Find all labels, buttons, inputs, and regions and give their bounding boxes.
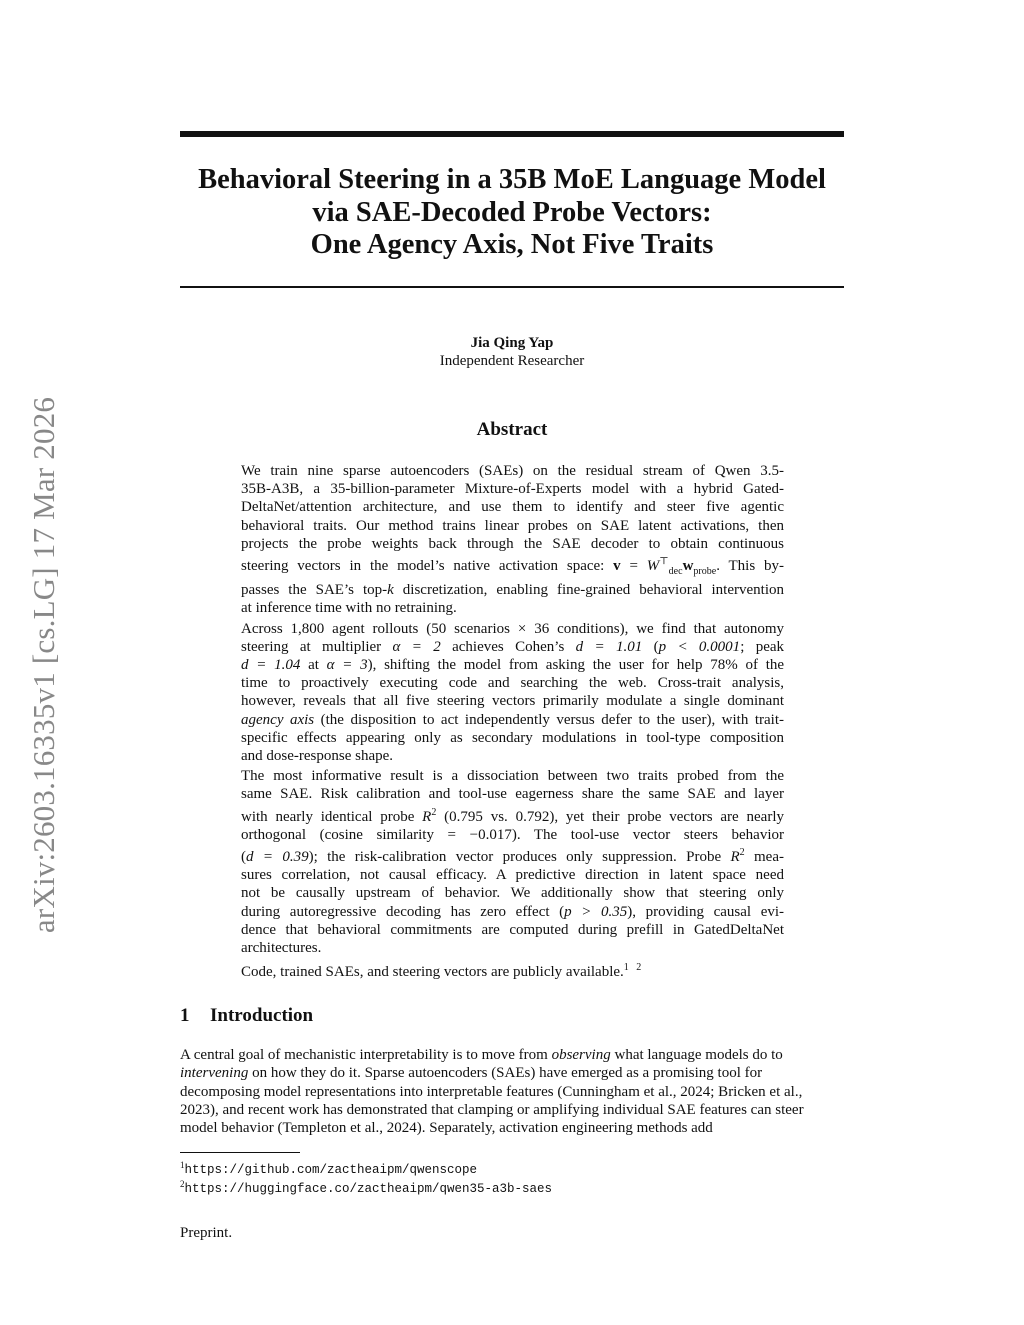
- title-bottom-rule: [180, 286, 844, 288]
- abstract-paragraph: [241, 620, 784, 766]
- text-line: dence that behavioral commitments are computed during prefill in GatedDeltaNet: [241, 921, 784, 938]
- text-line: however, reveals that all five steering vectors primarily modulate a single dominant: [241, 693, 784, 710]
- footnote-2: $^2$https://huggingface.co/zactheaipm/qwen35-a3b-saes: [180, 1179, 553, 1197]
- section-number: 1: [180, 1005, 190, 1026]
- abstract-heading: Abstract: [476, 419, 548, 440]
- text-line: sures correlation, not causal efficacy. A predictive direction in latent space need: [241, 867, 784, 884]
- author-affiliation: Independent Researcher: [439, 353, 585, 369]
- footnote-ref[interactable]: 2: [636, 962, 642, 974]
- arxiv-identifier: arXiv:2603.16335v1 [cs.LG] 17 Mar 2026: [26, 396, 61, 934]
- text-line: projects the probe weights back through the SAE decoder to obtain continuous: [241, 535, 784, 552]
- section-title: Introduction: [210, 1005, 314, 1026]
- paper-title: [180, 164, 844, 262]
- text-line: time to proactively executing code and searching the web. Cross-trait analysis,: [241, 675, 784, 692]
- text-line: at inference time with no retraining.: [241, 600, 457, 617]
- text-line: not be causally upstream of behavior. We additionally show that steering only: [241, 885, 784, 902]
- footnote-1: $^1$https://github.com/zactheaipm/qwenscope: [180, 1160, 478, 1178]
- text-line: Across 1,800 agent rollouts (50 scenarios × 36 conditions), we find that autonomy: [241, 620, 784, 637]
- text-line: orthogonal (cosine similarity = −0.017). The tool-use vector steers behavior: [241, 826, 784, 843]
- footnote-link[interactable]: https://github.com/zactheaipm/qwenscope: [184, 1163, 478, 1178]
- footnote-ref[interactable]: 1: [623, 962, 629, 974]
- text-line: and dose-response shape.: [241, 748, 394, 765]
- text-line: behavioral traits. Our method trains linear probes on SAE latent activations, then: [241, 517, 784, 534]
- text-line: passes the SAE’s top-k discretization, enabling fine-grained behavioral intervention: [241, 582, 784, 599]
- preprint-label: Preprint.: [180, 1225, 233, 1241]
- footnote-rule: [180, 1152, 300, 1153]
- abstract-body: [241, 462, 784, 983]
- title-line: Behavioral Steering in a 35B MoE Language Model: [198, 164, 826, 195]
- section-heading: [180, 1005, 313, 1027]
- text-line: with nearly identical probe $R^2$ (0.795 vs. 0.792), yet their probe vectors are nearly: [241, 806, 784, 825]
- text-line: steering at multiplier α = 2 achieves Cohen’s d = 1.01 (p < 0.0001; peak: [241, 638, 785, 655]
- text-line: d = 1.04 at α = 3), shifting the model from asking the user for help 78% of the: [241, 657, 785, 674]
- text-line: steering vectors in the model’s native activation space: $v = W^⊤_{dec}w_{probe}$. This by-: [241, 556, 784, 578]
- text-line: specific effects appearing only as secondary modulations in tool-type composition: [241, 729, 784, 746]
- text-line: Code, trained SAEs, and steering vectors are publicly available.$^1$ $^2$: [241, 962, 642, 981]
- title-line: One Agency Axis, Not Five Traits: [310, 229, 714, 260]
- text-line: DeltaNet/attention architecture, and use them to identify and steer five agentic: [241, 499, 784, 516]
- intro-paragraph: A central goal of mechanistic interpretability is to move from observing what language models do to intervening on how they do it. Sparse autoencoders (SAEs) have emerged as a promising tool for decomposing model representations into interpretable features (Cunningham et al., 2024; Bricken et al., 2023), and recent work has demonstrated that clamping or amplifying individual SAE features can steer model behavior (Templeton et al., 2024). Separately, activation engineering methods add: [180, 1047, 804, 1137]
- text-line: 35B-A3B, a 35-billion-parameter Mixture-of-Experts model with a hybrid Gated-: [241, 481, 784, 498]
- text-line: The most informative result is a dissociation between two traits probed from the: [241, 768, 784, 785]
- text-line: We train nine sparse autoencoders (SAEs) on the residual stream of Qwen 3.5-: [241, 463, 784, 479]
- abstract-paragraph: [241, 959, 784, 981]
- text-line: same SAE. Risk calibration and tool-use eagerness share the same SAE and layer: [241, 786, 784, 803]
- footnote-link[interactable]: https://huggingface.co/zactheaipm/qwen35-a3b-saes: [184, 1182, 553, 1197]
- title-line: via SAE-Decoded Probe Vectors:: [312, 196, 712, 228]
- text-line: agency axis (the disposition to act independently versus defer to the user), with trait-: [241, 711, 784, 728]
- abstract-paragraph: [241, 767, 784, 957]
- text-line: architectures.: [241, 940, 322, 957]
- abstract-paragraph: [241, 462, 784, 618]
- text-line: during autoregressive decoding has zero effect (p > 0.35), providing causal evi-: [241, 903, 785, 920]
- text-line: (d = 0.39); the risk-calibration vector produces only suppression. Probe $R^2$ mea-: [241, 847, 784, 866]
- title-top-rule: [180, 131, 844, 137]
- author-name: Jia Qing Yap: [470, 335, 554, 351]
